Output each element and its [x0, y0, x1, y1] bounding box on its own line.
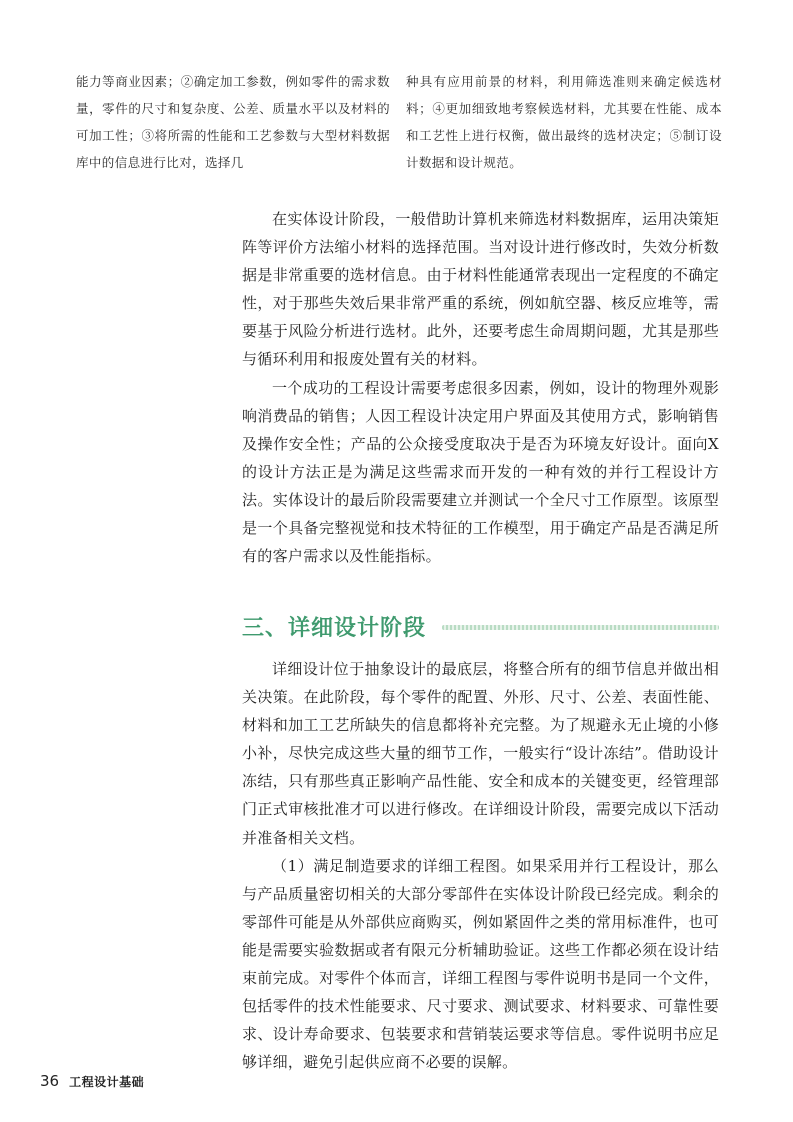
page-number: 36 — [40, 1072, 60, 1090]
paragraph: 一个成功的工程设计需要考虑很多因素，例如，设计的物理外观影响消费品的销售；人因工程设计决定用户界面及其使用方式，影响销售及操作安全性；产品的公众接受度取决于是否为环境友好设计。面向X的设计方法正是为满足这些需求而开发的一种有效的并行工程设计方法。实体设计的最后阶段需要建立并测试一个全尺寸工作原型。该原型是一个具备完整视觉和技术特征的工作模型，用于确定产品是否满足所有的客户需求以及性能指标。 — [242, 378, 719, 566]
paragraph: 在实体设计阶段，一般借助计算机来筛选材料数据库，运用决策矩阵等评价方法缩小材料的选择范围。当对设计进行修改时，失效分析数据是非常重要的选材信息。由于材料性能通常表现出一定程度的不确定性，对于那些失效后果非常严重的系统，例如航空器、核反应堆等，需要基于风险分析进行选材。此外，还要考虑生命周期问题，尤其是那些与循环利用和报废处置有关的材料。 — [242, 210, 719, 369]
top-right-text: 种具有应用前景的材料，利用筛选准则来确定候选材料；④更加细致地考察候选材料，尤其要在性能、成本和工艺性上进行权衡，做出最终的选材决定；⑤制订设计数据和设计规范。 — [406, 74, 722, 170]
heading-divider — [442, 625, 719, 630]
book-title: 工程设计基础 — [69, 1075, 145, 1089]
section-title: 三、详细设计阶段 — [242, 615, 427, 641]
embodiment-design-text — [242, 205, 719, 570]
paragraph: （1）满足制造要求的详细工程图。如果采用并行工程设计，那么与产品质量密切相关的大部分零部件在实体设计阶段已经完成。剩余的零部件可能是从外部供应商购买，例如紧固件之类的常用标准件，也可能是需要实验数据或者有限元分析辅助验证。这些工作都必须在设计结束前完成。对零件个体而言，详细工程图与零件说明书是同一个文件，包括零件的技术性能要求、尺寸要求、测试要求、材料要求、可靠性要求、设计寿命要求、包装要求和营销装运要求等信息。零件说明书应足够详细，避免引起供应商不必要的误解。 — [242, 856, 719, 1072]
top-left-text: 能力等商业因素；②确定加工参数，例如零件的需求数量，零件的尺寸和复杂度、公差、质量水平以及材料的可加工性；③将所需的性能和工艺参数与大型材料数据库中的信息进行比对，选择几 — [76, 74, 390, 170]
top-left-column — [76, 68, 390, 176]
paragraph: 详细设计位于抽象设计的最底层，将整合所有的细节信息并做出相关决策。在此阶段，每个零件的配置、外形、尺寸、公差、表面性能、材料和加工工艺所缺失的信息都将补充完整。为了规避永无止境的小修小补，尽快完成这些大量的细节工作，一般实行“设计冻结”。借助设计冻结，只有那些真正影响产品性能、安全和成本的关键变更，经管理部门正式审核批准才可以进行修改。在详细设计阶段，需要完成以下活动并准备相关文档。 — [242, 660, 719, 847]
section-heading — [242, 604, 719, 648]
page-footer — [40, 1072, 144, 1090]
detail-design-text — [242, 655, 719, 1076]
top-right-column — [406, 68, 722, 176]
